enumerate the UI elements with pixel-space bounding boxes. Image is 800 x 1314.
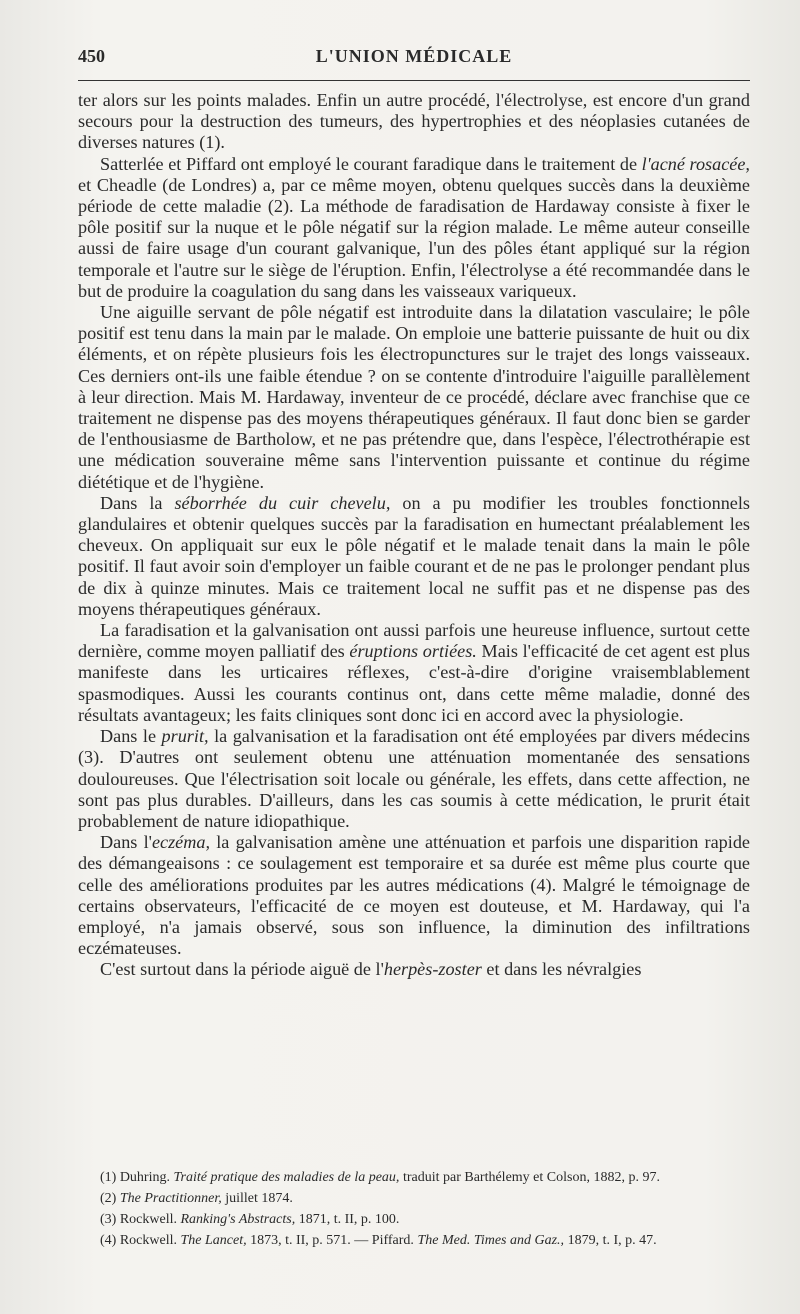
footnote: (1) Duhring. Traité pratique des maladies de la peau, traduit par Barthélemy et Colson, 1882, p. 97. — [100, 1170, 660, 1185]
footnote: (3) Rockwell. Ranking's Abstracts, 1871, t. II, p. 100. — [100, 1212, 400, 1227]
footnotes — [78, 1168, 750, 1250]
running-header — [78, 40, 750, 74]
page-number: 450 — [78, 46, 105, 66]
term-italic: séborrhée du cuir chevelu, — [174, 492, 391, 513]
paragraph: Satterlée et Piffard ont employé le courant faradique dans le traitement de l'acné rosacée, et Cheadle (de Londres) a, par ce même moyen, obtenu quelques succès dans la deuxième période de cette maladie (2). La méthode de faradisation de Hardaway consiste à fixer le pôle positif sur la nuque et le pôle négatif sur la région malade. Le même auteur conseille aussi de faire usage d'un courant galvanique, l'un des pôles étant appliqué sur la région temporale et l'autre sur le siège de l'éruption. Enfin, l'électrolyse a été recommandée dans le but de produire la coagulation du sang dans les vaisseaux variqueux. — [78, 153, 750, 301]
paragraph: Dans le prurit, la galvanisation et la faradisation ont été employées par divers médecins (3). D'autres ont seulement obtenu une atténuation momentanée des sensations douloureuses. Que l'électrisation soit locale ou générale, les effets, dans cette affection, ne sont pas plus durables. D'ailleurs, dans les cas soumis à cette médication, le prurit était probablement de nature idiopathique. — [78, 726, 750, 831]
paragraph: Dans la séborrhée du cuir chevelu, on a pu modifier les troubles fonctionnels glandulaires et obtenir quelques succès par la faradisation en humectant préalablement les cheveux. On appliquait sur eux le pôle négatif et le malade tenait dans la main le pôle positif. Il faut avoir soin d'employer un faible courant et de ne pas le prolonger pendant plus de dix à quinze minutes. Mais ce traitement local ne suffit pas et ne dispense pas des moyens thérapeutiques généraux. — [78, 492, 750, 619]
term-italic: éruptions ortiées. — [349, 641, 477, 662]
paragraph: ter alors sur les points malades. Enfin un autre procédé, l'électrolyse, est encore d'un grand secours pour la destruction des tumeurs, des hypertrophies et des néoplasies cutanées de diverses natures (1). — [78, 90, 750, 153]
paragraph: Dans l'eczéma, la galvanisation amène une atténuation et parfois une disparition rapide des démangeaisons : ce soulagement est temporaire et sa durée est même plus courte que celle des améliorations produites par les autres médications (4). Malgré le témoignage de certains observateurs, l'efficacité de ce moyen est douteuse, et M. Hardaway, qui l'a employé, n'a jamais observé, sous son influence, la diminution des infiltrations eczémateuses. — [78, 832, 750, 959]
term-italic: eczéma, — [151, 832, 211, 853]
footnote: (4) Rockwell. The Lancet, 1873, t. II, p. 571. — Piffard. The Med. Times and Gaz., 1879, t. I, p. 47. — [100, 1233, 657, 1248]
paragraph: C'est surtout dans la période aiguë de l'herpès-zoster et dans les névralgies — [100, 959, 642, 980]
term-italic: herpès-zoster — [383, 959, 482, 980]
journal-title: L'UNION MÉDICALE — [315, 46, 513, 66]
article-body — [78, 90, 750, 981]
footnote: (2) The Practitionner, juillet 1874. — [100, 1191, 293, 1206]
header-rule — [78, 80, 750, 81]
paragraph: Une aiguille servant de pôle négatif est introduite dans la dilatation vasculaire; le pôle positif est tenu dans la main par le malade. On emploie une batterie puissante de huit ou dix éléments, et on répète plusieurs fois les électropunctures sur le trajet des longs vaisseaux. Ces derniers ont-ils une faible étendue ? on se contente d'introduire l'aiguille parallèlement à leur direction. Mais M. Hardaway, inventeur de ce procédé, déclare avec franchise que ce traitement ne dispense pas des moyens thérapeutiques généraux. Il faut donc bien se garder de l'enthousiasme de Bartholow, et ne pas prétendre que, dans l'espèce, l'électrothérapie est une médication souveraine même sans l'intervention puissante et continue du régime diététique et de l'hygiène. — [78, 302, 750, 492]
term-italic: l'acné rosacée, — [641, 153, 750, 174]
term-italic: prurit, — [161, 726, 209, 747]
paragraph: La faradisation et la galvanisation ont aussi parfois une heureuse influence, surtout cette dernière, comme moyen palliatif des éruptions ortiées. Mais l'efficacité de cet agent est plus manifeste dans les urticaires réflexes, c'est-à-dire d'origine vraisemblablement spasmodiques. Aussi les courants continus ont, dans cette même maladie, donné des résultats avantageux; les faits cliniques sont donc ici en accord avec la physiologie. — [78, 620, 750, 725]
